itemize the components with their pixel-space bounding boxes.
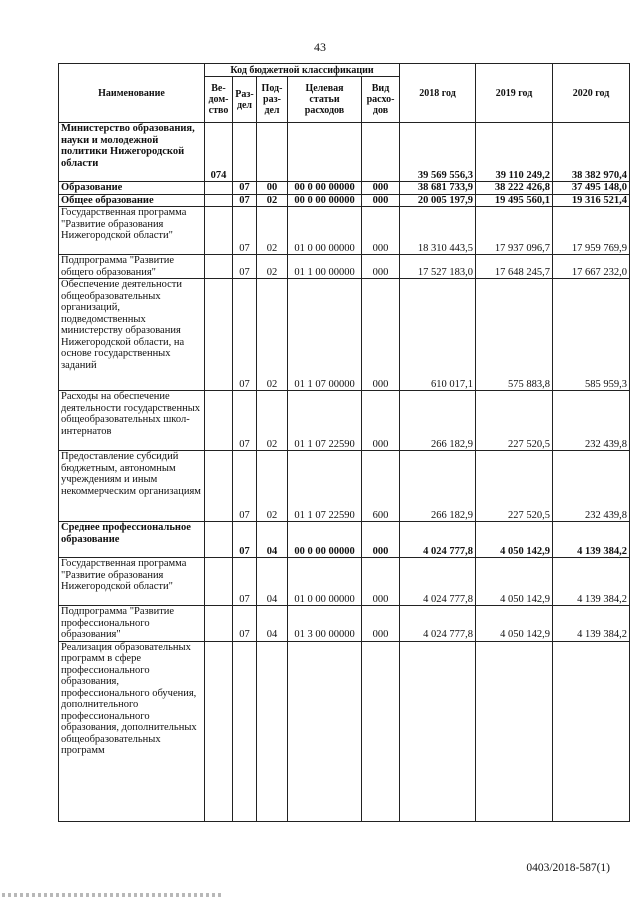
cell-name: Среднее профессиональное образование <box>59 522 205 558</box>
cell-y2018: 39 569 556,3 <box>400 123 476 182</box>
col-header-2019: 2019 год <box>476 64 553 123</box>
cell-csr: 01 0 00 00000 <box>288 207 362 255</box>
cell-rz <box>233 123 257 182</box>
col-header-csr: Целевая статьи расходов <box>288 77 362 123</box>
cell-pr: 04 <box>257 522 288 558</box>
cell-pr: 02 <box>257 207 288 255</box>
cell-pr: 02 <box>257 451 288 522</box>
cell-vr: 000 <box>362 207 400 255</box>
cell-y2019: 19 495 560,1 <box>476 194 553 207</box>
table-row <box>59 207 630 255</box>
cell-pr <box>257 641 288 821</box>
cell-rz: 07 <box>233 391 257 451</box>
cell-ved <box>205 279 233 391</box>
cell-y2018: 610 017,1 <box>400 279 476 391</box>
cell-y2019: 17 937 096,7 <box>476 207 553 255</box>
cell-y2019: 17 648 245,7 <box>476 255 553 279</box>
cell-vr: 000 <box>362 522 400 558</box>
cell-y2019 <box>476 641 553 821</box>
table-row <box>59 522 630 558</box>
cell-y2020: 585 959,3 <box>553 279 630 391</box>
table-row <box>59 451 630 522</box>
table-row <box>59 606 630 642</box>
cell-y2020: 4 139 384,2 <box>553 558 630 606</box>
table-row <box>59 255 630 279</box>
cell-y2020: 4 139 384,2 <box>553 522 630 558</box>
cell-csr <box>288 123 362 182</box>
cell-y2018: 17 527 183,0 <box>400 255 476 279</box>
cell-y2018: 266 182,9 <box>400 451 476 522</box>
table-row <box>59 279 630 391</box>
table-row <box>59 391 630 451</box>
cell-vr <box>362 641 400 821</box>
cell-y2018: 4 024 777,8 <box>400 522 476 558</box>
cell-name: Подпрограмма "Развитие профессионального образования" <box>59 606 205 642</box>
cell-ved <box>205 451 233 522</box>
cell-y2018 <box>400 641 476 821</box>
cell-y2020: 17 667 232,0 <box>553 255 630 279</box>
footer-scan-line <box>2 893 222 897</box>
col-header-podrazdel: Под- раз- дел <box>257 77 288 123</box>
cell-y2020: 17 959 769,9 <box>553 207 630 255</box>
cell-y2018: 20 005 197,9 <box>400 194 476 207</box>
cell-ved <box>205 207 233 255</box>
cell-name: Предоставление субсидий бюджетным, автономным учреждениям и иным некоммерческим организациям <box>59 451 205 522</box>
cell-vr: 000 <box>362 194 400 207</box>
cell-y2019: 227 520,5 <box>476 451 553 522</box>
table-row <box>59 182 630 195</box>
cell-name: Подпрограмма "Развитие общего образования" <box>59 255 205 279</box>
cell-y2018: 4 024 777,8 <box>400 606 476 642</box>
cell-name: Государственная программа "Развитие образования Нижегородской области" <box>59 558 205 606</box>
cell-y2019: 4 050 142,9 <box>476 558 553 606</box>
cell-rz: 07 <box>233 522 257 558</box>
cell-ved <box>205 606 233 642</box>
cell-vr <box>362 123 400 182</box>
cell-csr: 01 1 07 00000 <box>288 279 362 391</box>
cell-y2019: 39 110 249,2 <box>476 123 553 182</box>
col-header-budget-code: Код бюджетной классификации <box>205 64 400 77</box>
cell-vr: 000 <box>362 606 400 642</box>
table-row <box>59 123 630 182</box>
cell-y2018: 4 024 777,8 <box>400 558 476 606</box>
document-code: 0403/2018-587(1) <box>526 862 610 874</box>
cell-ved <box>205 255 233 279</box>
cell-rz: 07 <box>233 255 257 279</box>
cell-vr: 000 <box>362 182 400 195</box>
cell-pr: 00 <box>257 182 288 195</box>
cell-name: Расходы на обеспечение деятельности государственных общеобразовательных школ-интернатов <box>59 391 205 451</box>
cell-ved <box>205 391 233 451</box>
col-header-razdel: Раз- дел <box>233 77 257 123</box>
cell-rz: 07 <box>233 451 257 522</box>
cell-ved <box>205 522 233 558</box>
cell-vr: 600 <box>362 451 400 522</box>
cell-csr: 00 0 00 00000 <box>288 182 362 195</box>
cell-rz: 07 <box>233 606 257 642</box>
col-header-ved: Ве- дом- ство <box>205 77 233 123</box>
cell-y2019: 227 520,5 <box>476 391 553 451</box>
table-row <box>59 194 630 207</box>
cell-y2020: 232 439,8 <box>553 391 630 451</box>
cell-rz: 07 <box>233 182 257 195</box>
cell-csr <box>288 641 362 821</box>
cell-rz: 07 <box>233 194 257 207</box>
budget-table <box>58 63 630 822</box>
col-header-name: Наименование <box>59 64 205 123</box>
cell-csr: 01 1 07 22590 <box>288 451 362 522</box>
cell-vr: 000 <box>362 391 400 451</box>
cell-name: Обеспечение деятельности общеобразовательных организаций, подведомственных министерству образования Нижегородской области, на основе государственных заданий <box>59 279 205 391</box>
cell-pr <box>257 123 288 182</box>
cell-y2020: 37 495 148,0 <box>553 182 630 195</box>
cell-y2018: 38 681 733,9 <box>400 182 476 195</box>
cell-rz: 07 <box>233 558 257 606</box>
cell-csr: 01 0 00 00000 <box>288 558 362 606</box>
table-row <box>59 558 630 606</box>
cell-pr: 04 <box>257 606 288 642</box>
cell-pr: 02 <box>257 391 288 451</box>
cell-name: Общее образование <box>59 194 205 207</box>
table-row <box>59 641 630 821</box>
cell-name: Реализация образовательных программ в сфере профессионального образования, профессионального обучения, дополнительного профессионального образования, дополнительных общеобразовательных программ <box>59 641 205 821</box>
cell-ved <box>205 641 233 821</box>
cell-y2020: 19 316 521,4 <box>553 194 630 207</box>
cell-vr: 000 <box>362 279 400 391</box>
cell-pr: 02 <box>257 279 288 391</box>
page-number: 43 <box>314 40 326 54</box>
cell-csr: 01 3 00 00000 <box>288 606 362 642</box>
cell-pr: 04 <box>257 558 288 606</box>
cell-y2020: 38 382 970,4 <box>553 123 630 182</box>
cell-ved <box>205 182 233 195</box>
cell-rz: 07 <box>233 207 257 255</box>
cell-name: Образование <box>59 182 205 195</box>
cell-y2020 <box>553 641 630 821</box>
cell-y2018: 266 182,9 <box>400 391 476 451</box>
cell-ved <box>205 558 233 606</box>
cell-y2019: 38 222 426,8 <box>476 182 553 195</box>
cell-csr: 01 1 07 22590 <box>288 391 362 451</box>
cell-y2019: 575 883,8 <box>476 279 553 391</box>
cell-y2020: 4 139 384,2 <box>553 606 630 642</box>
cell-y2020: 232 439,8 <box>553 451 630 522</box>
cell-csr: 00 0 00 00000 <box>288 522 362 558</box>
cell-pr: 02 <box>257 194 288 207</box>
cell-ved <box>205 194 233 207</box>
cell-vr: 000 <box>362 255 400 279</box>
col-header-2020: 2020 год <box>553 64 630 123</box>
col-header-2018: 2018 год <box>400 64 476 123</box>
cell-csr: 01 1 00 00000 <box>288 255 362 279</box>
cell-vr: 000 <box>362 558 400 606</box>
cell-name: Министерство образования, науки и молодежной политики Нижегородской области <box>59 123 205 182</box>
cell-pr: 02 <box>257 255 288 279</box>
cell-y2019: 4 050 142,9 <box>476 522 553 558</box>
cell-y2019: 4 050 142,9 <box>476 606 553 642</box>
cell-csr: 00 0 00 00000 <box>288 194 362 207</box>
cell-name: Государственная программа "Развитие образования Нижегородской области" <box>59 207 205 255</box>
cell-y2018: 18 310 443,5 <box>400 207 476 255</box>
cell-rz: 07 <box>233 279 257 391</box>
cell-ved: 074 <box>205 123 233 182</box>
col-header-vr: Вид расхо- дов <box>362 77 400 123</box>
cell-rz <box>233 641 257 821</box>
